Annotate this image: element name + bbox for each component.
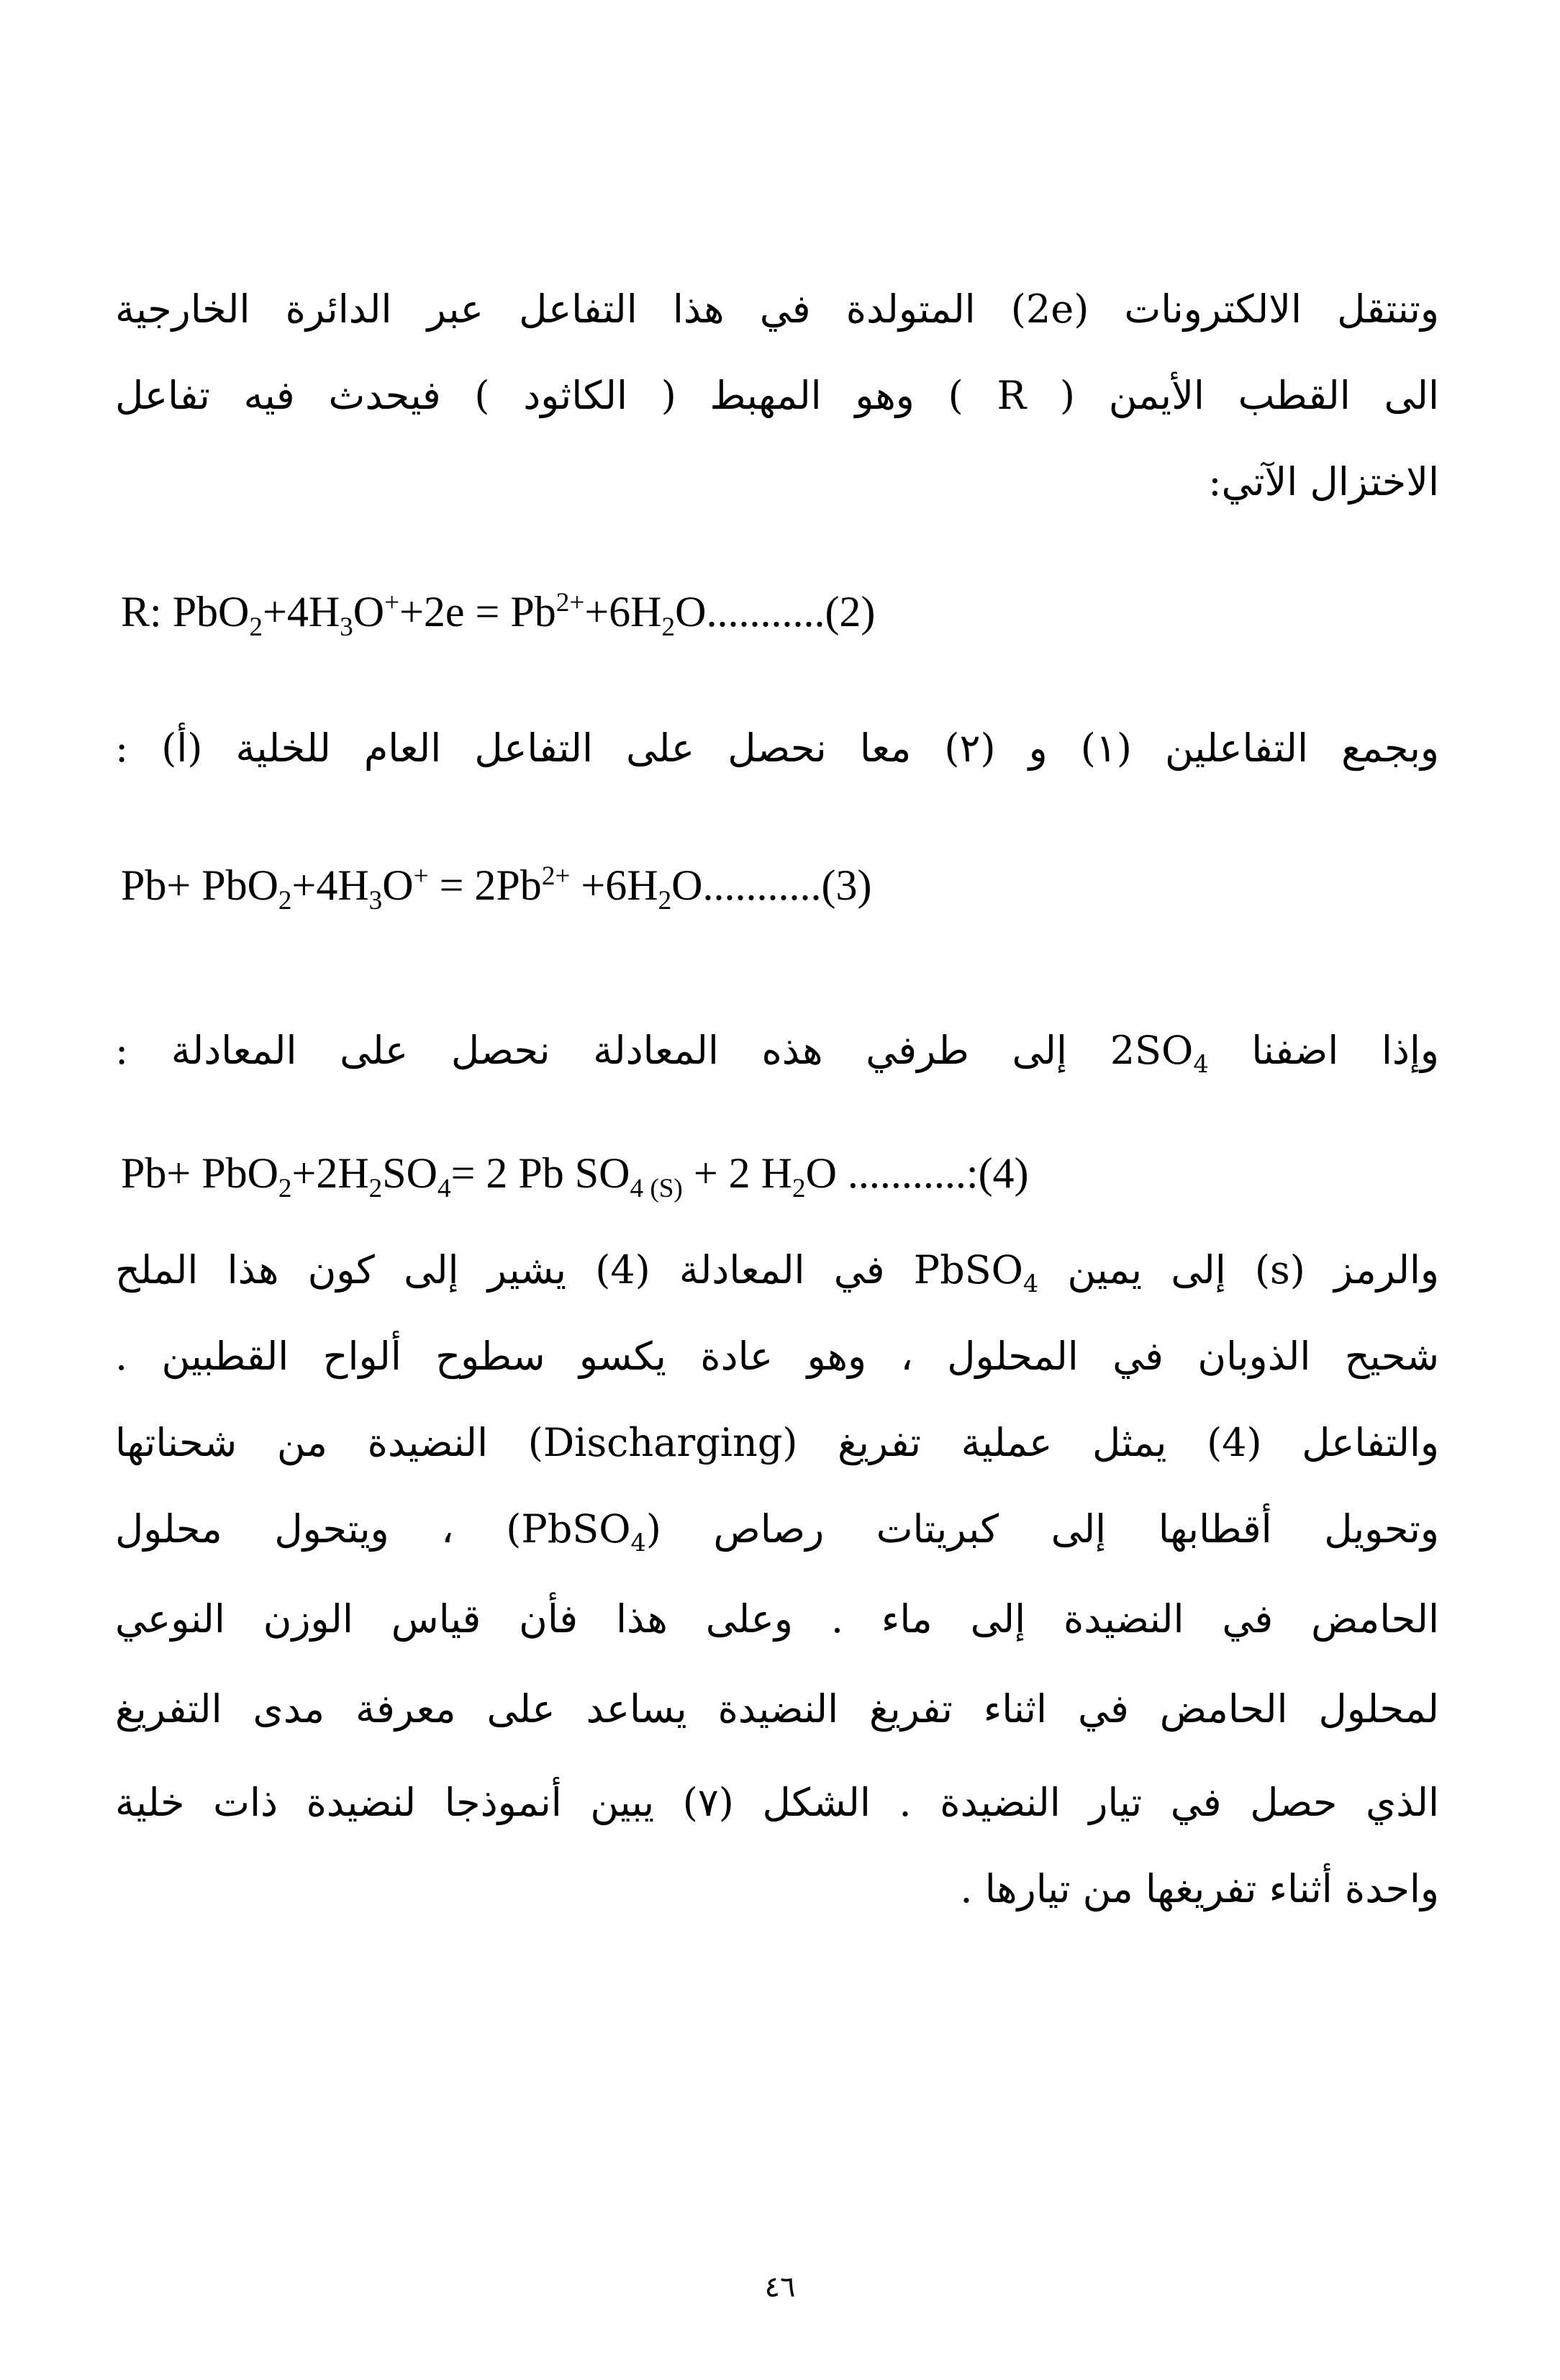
equation-4: $Pb+ PbO_2+2H_2SO_4= 2$ Pb $SO_{4 (S)} + 2$ $H_2O$ ...........:(4) (121, 1149, 1029, 1203)
page-number: ٤٦ (764, 2271, 796, 2304)
paragraph-2-line-8: واحدة أثناء تفريغها من تيارها . (960, 1866, 1439, 1911)
paragraph-2-line-4: وتحويل أقطابها إلى كبريتات رصاص (PbSO$_4$) ، ويتحول محلول (115, 1506, 1439, 1557)
paragraph-2-line-7: الذي حصل في تيار النضيدة . الشكل (٧) يبين أنموذجا لنضيدة ذات خلية (115, 1780, 1440, 1825)
paragraph-2-line-5: الحامض في النضيدة إلى ماء . وعلى هذا فأن قياس الوزن النوعي (115, 1596, 1439, 1642)
paragraph-1-line-3: الاختزال الآتي: (1208, 459, 1439, 504)
paragraph-2-line-6: لمحلول الحامض في اثناء تفريغ النضيدة يساعد على معرفة مدى التفريغ (115, 1686, 1439, 1732)
paragraph-2-line-3: والتفاعل (4) يمثل عملية تفريغ (Discharging) النضيدة من شحناتها (115, 1420, 1439, 1465)
paragraph-1-line-2: الى القطب الأيمن ( R ) وهو المهبط ( الكاثود ) فيحدث فيه تفاعل (115, 373, 1439, 418)
equation-3: $Pb+ PbO_2+4H_3O^+ = 2Pb^{2+} +6H_2O...........(3)$ (121, 861, 872, 915)
paragraph-2-line-1: والرمز (s) إلى يمين PbSO$_4$ في المعادلة (4) يشير إلى كون هذا الملح (115, 1247, 1439, 1298)
add-sulfate-text: وإذا اضفنا $2SO_4$ إلى طرفي هذه المعادلة نحصل على المعادلة : (115, 1028, 1439, 1078)
equation-2: R: $PbO_2+4H_3O^++2e = Pb^{2+}+6H_2O...........(2)$ (121, 588, 876, 642)
combine-text: وبجمع التفاعلين (١) و (٢) معا نحصل على التفاعل العام للخلية (أ) : (115, 725, 1439, 771)
paragraph-1-line-1: وتنتقل الالكترونات (2e) المتولدة في هذا التفاعل عبر الدائرة الخارجية (115, 286, 1439, 332)
paragraph-2-line-2: شحيح الذوبان في المحلول ، وهو عادة يكسو سطوح ألواح القطبين . (115, 1334, 1439, 1379)
